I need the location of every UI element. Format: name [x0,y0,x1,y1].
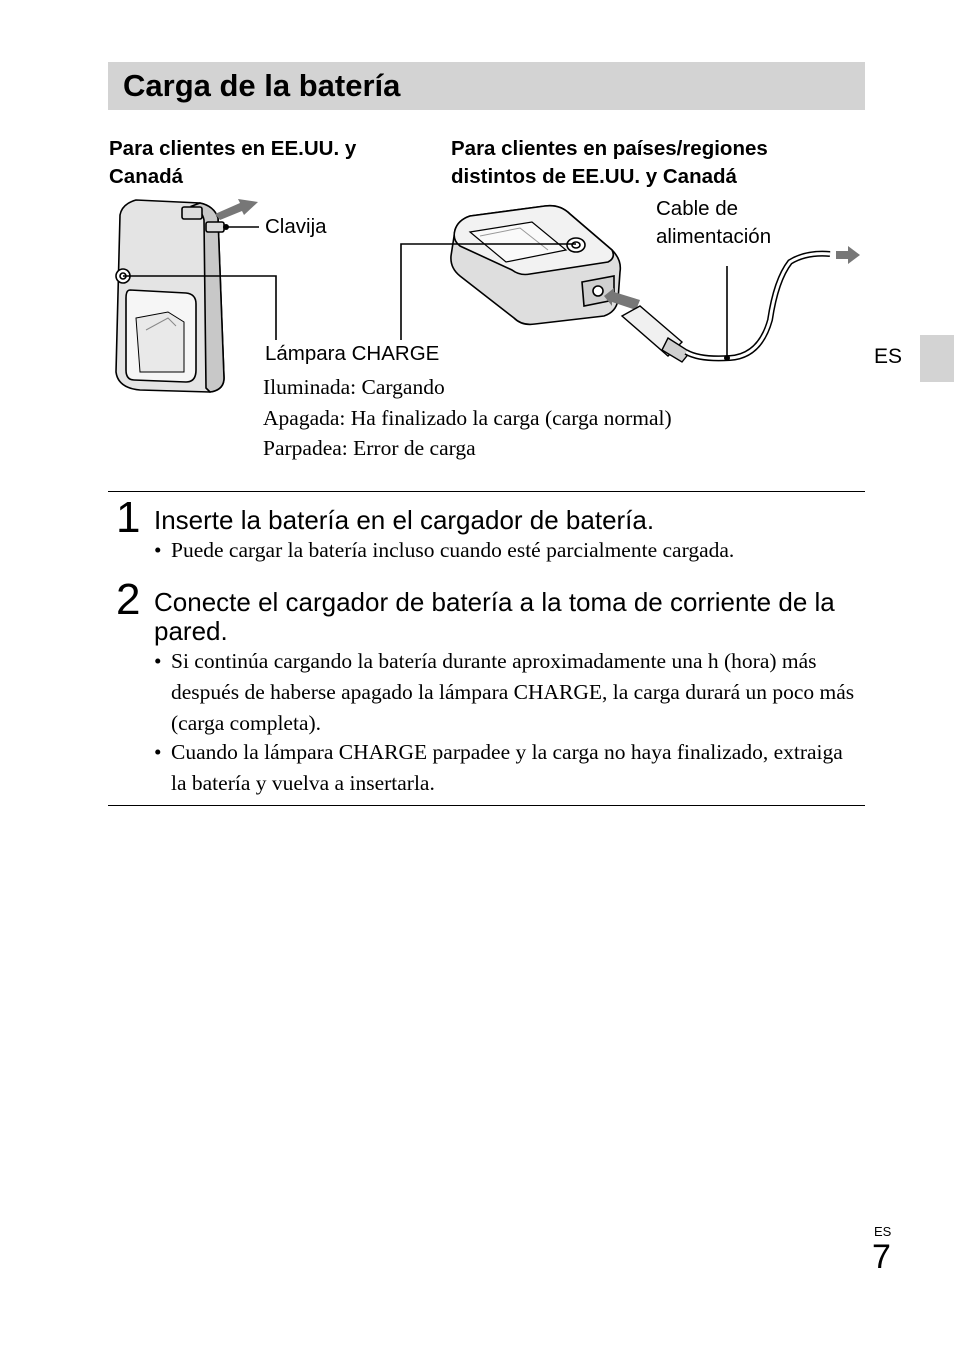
left-heading-line-2: Canadá [109,165,184,188]
step-1-number: 1 [116,493,141,542]
bullet-text: Si continúa cargando la batería durante aproximadamente una h (hora) más después de haberse apagado la lámpara CHARGE, la carga durará un poco más (carga completa). [171,649,855,735]
charge-lamp-label: Lámpara CHARGE [265,342,440,365]
steps-bottom-divider [108,805,865,806]
cord-charger-illustration [451,206,620,325]
lamp-state-off: Apagada: Ha finalizado la carga (carga normal) [263,406,672,430]
power-cord-label-line-1: Cable de [656,197,739,220]
power-cord-plug [622,254,830,362]
step-2-number: 2 [116,575,141,624]
bullet-symbol: • [154,740,162,764]
plug-direction-arrow [215,199,258,220]
step-1-bullet-1 [154,535,859,566]
bullet-symbol: • [154,649,162,673]
side-language-tab [920,335,954,382]
bullet-text: Cuando la lámpara CHARGE parpadee y la carga no haya finalizado, extraiga la batería y vuelva a insertarla. [171,740,843,795]
plug-label: Clavija [265,215,327,238]
side-language-label: ES [874,345,903,368]
bullet-symbol: • [154,538,162,562]
steps-top-divider [108,491,865,492]
us-charger-illustration [116,200,224,392]
step-2-bullet-2 [154,737,859,799]
step-2-title: Conecte el cargador de batería a la toma de corriente de la pared. [154,587,835,646]
right-heading-line-1: Para clientes en países/regiones [451,137,768,160]
page-number: 7 [872,1238,891,1276]
power-cord-label-line-2: alimentación [656,225,772,248]
footer-language: ES [874,1224,892,1239]
power-cord-label [656,195,771,251]
step-2-bullet-1 [154,646,859,739]
right-heading-line-2: distintos de EE.UU. y Canadá [451,165,737,188]
step-1-title: Inserte la batería en el cargador de batería. [154,505,655,535]
left-heading-line-1: Para clientes en EE.UU. y [109,137,357,160]
bullet-text: Puede cargar la batería incluso cuando esté parcialmente cargada. [171,538,735,562]
lamp-state-blink: Parpadea: Error de carga [263,436,476,460]
page-title: Carga de la batería [123,68,401,103]
lamp-state-lit: Iluminada: Cargando [263,375,445,399]
